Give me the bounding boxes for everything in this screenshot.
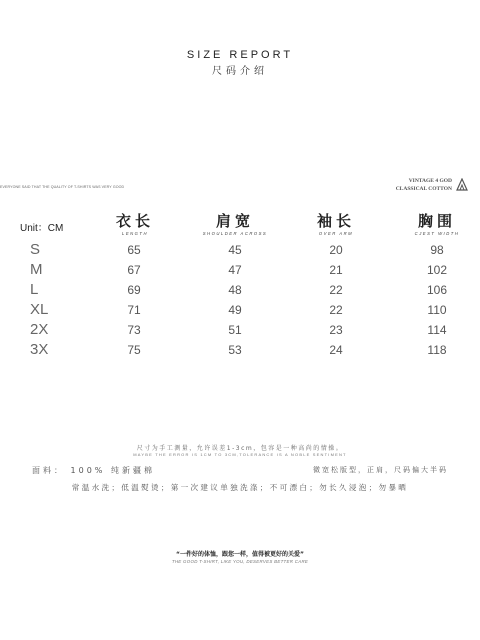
size-label: 2X	[30, 321, 49, 338]
table-cell: 118	[427, 343, 447, 357]
table-cell: 110	[427, 303, 447, 317]
table-cell: 49	[228, 303, 242, 317]
column-header-cn: 袖长	[316, 212, 355, 230]
table-cell: 22	[329, 303, 343, 317]
table-cell: 114	[427, 323, 447, 337]
brand-line-2: CLASSICAL COTTON	[395, 186, 452, 192]
table-cell: 69	[127, 283, 141, 297]
table-cell: 45	[228, 243, 242, 257]
table-cell: 22	[329, 283, 343, 297]
column-header-en: CJEST WIDTH	[414, 231, 460, 236]
brand-line-1: VINTAGE 4 GOD	[408, 178, 452, 184]
fit-info: 微宽松版型，正肩，尺码偏大半码	[313, 466, 448, 474]
size-label: 3X	[30, 341, 49, 358]
brand-logo-icon	[456, 178, 468, 192]
size-label: XL	[30, 301, 49, 318]
page-subtitle: 尺码介绍	[212, 66, 268, 77]
table-cell: 65	[127, 243, 141, 257]
column-header-length	[100, 212, 170, 236]
sleeve-column	[301, 240, 371, 360]
footer-quote-en: THE GOOD T-SHIRT, LIKE YOU, DESERVES BETTER CARE	[171, 559, 309, 564]
table-cell: 67	[127, 263, 141, 277]
table-cell: 102	[426, 263, 448, 277]
shoulder-column	[200, 240, 270, 360]
care-instructions: 常温水洗；低温熨烫；第一次建议单独洗涤；不可漂白；勿长久浸泡；勿暴晒	[71, 483, 409, 492]
table-cell: 98	[430, 243, 444, 257]
measurement-note-en: MAYBE THE ERROR IS 1CM TO 3CM,TOLERANCE IS A NOBLE SENTIMENT	[133, 452, 347, 457]
column-header-en: OVER ARM	[318, 231, 354, 236]
size-label: M	[30, 261, 43, 278]
table-cell: 24	[329, 343, 343, 357]
column-header-chest	[402, 212, 472, 236]
table-cell: 53	[228, 343, 242, 357]
measurement-note: 尺寸为手工测量，允许误差1-3cm，包容是一种高尚的情操。	[136, 445, 344, 452]
column-header-sleeve	[301, 212, 371, 236]
column-header-en: SHOULDER ACROSS	[202, 231, 268, 236]
fabric-info: 面料： 100% 纯新疆棉	[32, 466, 155, 475]
table-cell: 75	[127, 343, 141, 357]
table-cell: 20	[329, 243, 343, 257]
column-header-shoulder	[200, 212, 270, 236]
chest-column	[402, 240, 472, 360]
footer-quote: “一件好的体恤，跟您一样，值得被更好的关爱”	[176, 551, 304, 558]
column-header-cn: 胸围	[417, 212, 456, 230]
slogan-text: EVERYONE SAID THAT THE QUALITY OF T-SHIRTS WAS VERY GOOD	[0, 185, 125, 189]
brand-text	[396, 177, 452, 193]
table-cell: 48	[228, 283, 242, 297]
table-cell: 47	[228, 263, 242, 277]
column-header-en: LENGTH	[122, 231, 148, 236]
size-column	[30, 240, 48, 360]
page-title: SIZE REPORT	[186, 49, 294, 61]
table-cell: 51	[228, 323, 242, 337]
size-label: L	[30, 281, 39, 298]
table-cell: 73	[127, 323, 141, 337]
column-header-cn: 衣长	[115, 212, 154, 230]
size-label: S	[30, 241, 41, 258]
table-cell: 23	[329, 323, 343, 337]
length-column	[99, 240, 169, 360]
table-cell: 21	[329, 263, 343, 277]
table-cell: 106	[426, 283, 448, 297]
column-header-cn: 肩宽	[215, 212, 254, 230]
unit-label: Unit：CM	[20, 223, 64, 234]
table-cell: 71	[127, 303, 141, 317]
